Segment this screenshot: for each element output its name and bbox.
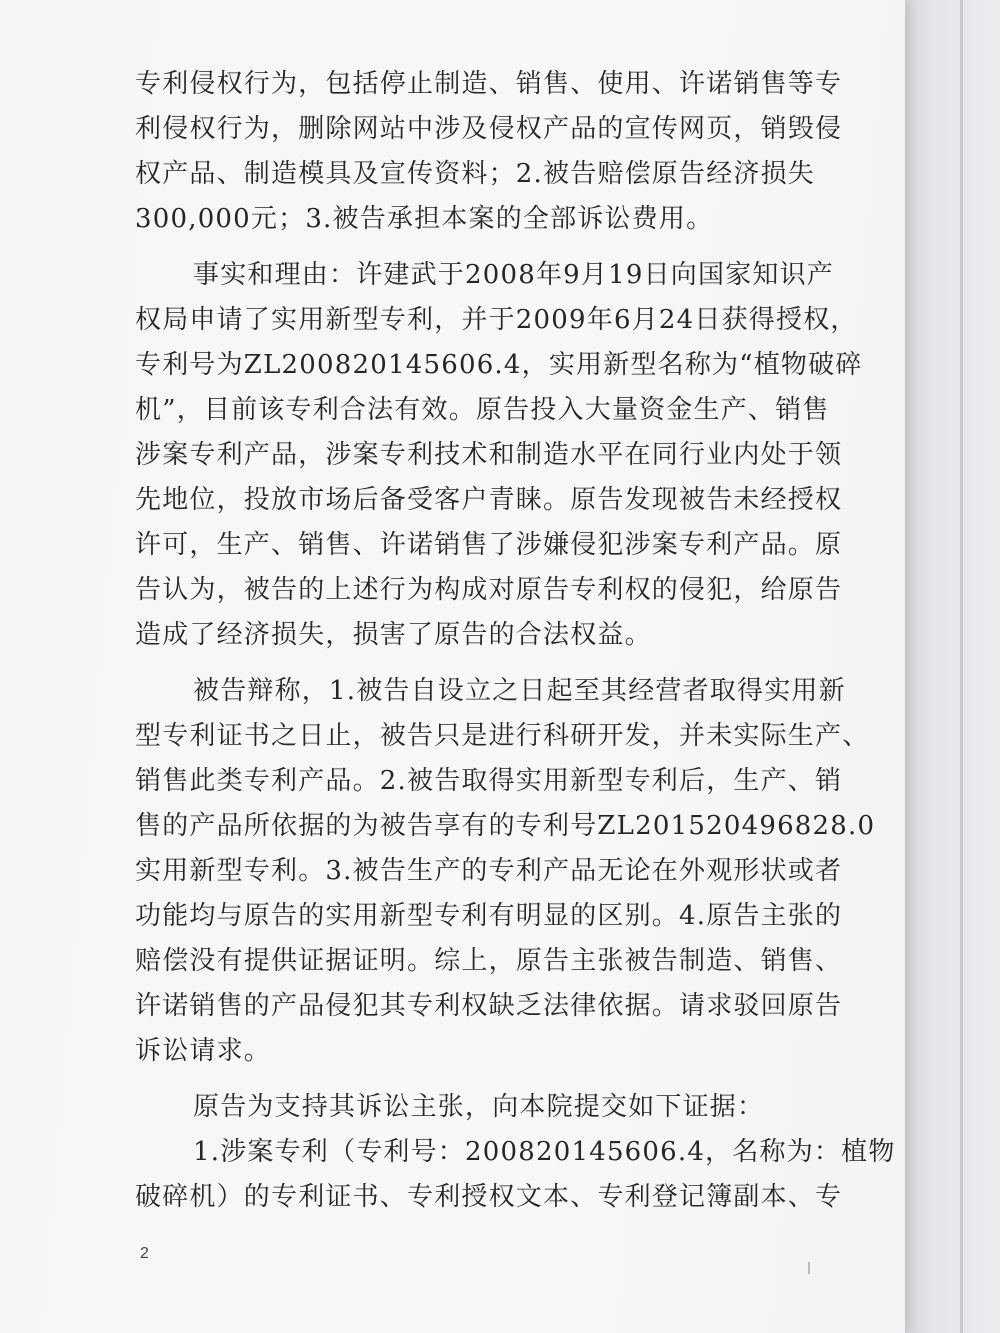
text-line: 原告为支持其诉讼主张，向本院提交如下证据： (193, 1092, 765, 1122)
text-line: 专利侵权行为，包括停止制造、销售、使用、许诺销售等专 (135, 69, 843, 99)
text-line: 利侵权行为，删除网站中涉及侵权产品的宣传网页，销毁侵 (135, 114, 843, 144)
text-line: 诉讼请求。 (135, 1036, 272, 1066)
text-line: 造成了经济损失，损害了原告的合法权益。 (135, 620, 652, 650)
text-line: 型专利证书之日止，被告只是进行科研开发，并未实际生产、 (135, 721, 870, 751)
paper-speck (808, 1262, 810, 1274)
underlying-page-edge (960, 0, 963, 1333)
text-line: 先地位，投放市场后备受客户青睐。原告发现被告未经授权 (135, 485, 843, 515)
text-line: 赔偿没有提供证据证明。综上，原告主张被告制造、销售、 (135, 946, 843, 976)
text-line: 许诺销售的产品侵犯其专利权缺乏法律依据。请求驳回原告 (135, 991, 843, 1021)
text-line: 权局申请了实用新型专利，并于2009年6月24日获得授权， (135, 305, 858, 335)
text-line: 被告辩称，1.被告自设立之日起至其经营者取得实用新 (193, 676, 846, 706)
text-line: 售的产品所依据的为被告享有的专利号ZL201520496828.0 (135, 811, 876, 841)
text-line: 专利号为ZL200820145606.4，实用新型名称为“植物破碎 (135, 350, 863, 380)
text-line: 功能均与原告的实用新型专利有明显的区别。4.原告主张的 (135, 901, 843, 931)
text-line: 1.涉案专利（专利号：200820145606.4，名称为：植物 (193, 1137, 896, 1167)
text-line: 涉案专利产品，涉案专利技术和制造水平在同行业内处于领 (135, 440, 843, 470)
document-body (135, 62, 896, 1220)
underlying-page (905, 0, 1000, 1333)
text-line: 告认为，被告的上述行为构成对原告专利权的侵犯，给原告 (135, 575, 843, 605)
text-line: 机”，目前该专利合法有效。原告投入大量资金生产、销售 (135, 395, 830, 425)
text-line: 破碎机）的专利证书、专利授权文本、专利登记簿副本、专 (135, 1182, 843, 1212)
text-line: 300,000元；3.被告承担本案的全部诉讼费用。 (135, 204, 714, 234)
text-line: 权产品、制造模具及宣传资料；2.被告赔偿原告经济损失 (135, 159, 816, 189)
text-line: 许可，生产、销售、许诺销售了涉嫌侵犯涉案专利产品。原 (135, 530, 843, 560)
text-line: 销售此类专利产品。2.被告取得实用新型专利后，生产、销 (135, 766, 843, 796)
text-line: 实用新型专利。3.被告生产的专利产品无论在外观形状或者 (135, 856, 843, 886)
text-line: 事实和理由：许建武于2008年9月19日向国家知识产 (193, 260, 834, 290)
page-number: 2 (140, 1245, 149, 1262)
